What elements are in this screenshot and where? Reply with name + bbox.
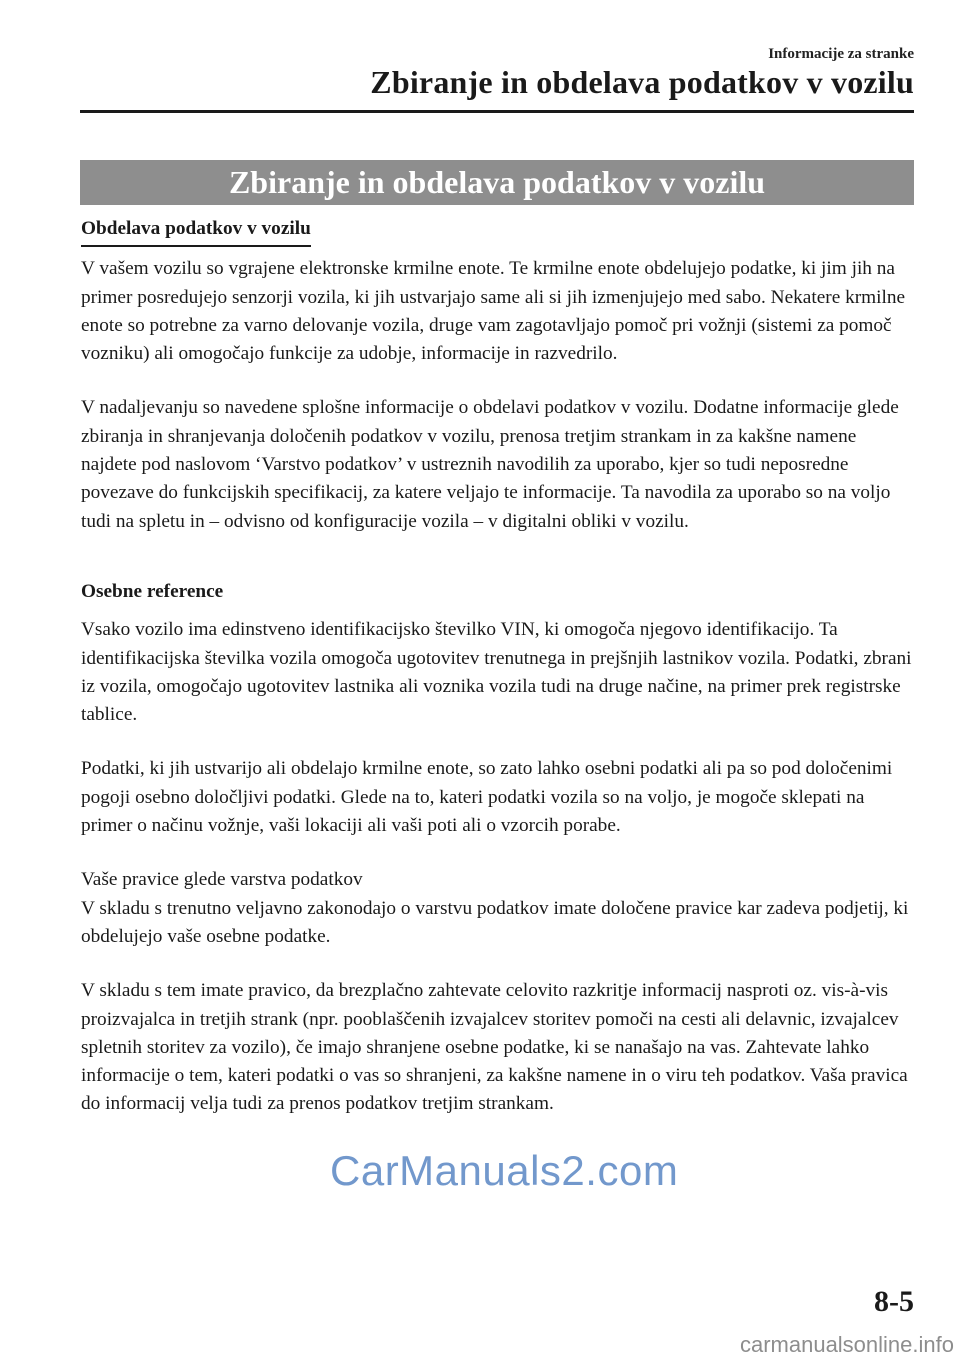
paragraph: Podatki, ki jih ustvarijo ali obdelajo krmilne enote, so zato lahko osebni podatki ali pa so pod določenimi pogoji osebno določljivi podatki. Glede na to, kateri podatki vozila so na voljo, je mogoče sklepati na primer o načinu vožnje, vaši lokaciji ali vaši poti ali o vzorcih porabe. — [81, 758, 893, 837]
main-content — [81, 215, 914, 1119]
chapter-title: Zbiranje in obdelava podatkov v vozilu — [370, 64, 914, 100]
section-banner: Zbiranje in obdelava podatkov v vozilu — [80, 160, 914, 205]
paragraph: V nadaljevanju so navedene splošne informacije o obdelavi podatkov v vozilu. Dodatne informacije glede zbiranja in shranjevanja določenih podatkov v vozilu, prenosa tretjim strankam in za kakšne namene najdete pod naslovom ‘Varstvo podatkov’ v ustreznih navodilih za uporabo, kjer so tudi neposredne povezave do funkcijskih specifikacij, za katere veljajo te informacije. Ta navodila za uporabo so na voljo tudi na spletu in – odvisno od konfiguracije vozila – v digitalni obliki v vozilu. — [81, 397, 899, 532]
page-number: 8-5 — [874, 1285, 914, 1318]
section-label: Informacije za stranke — [768, 46, 914, 62]
subsection-heading: Obdelava podatkov v vozilu — [81, 215, 311, 247]
watermark-logo: CarManuals2.com — [330, 1147, 679, 1194]
paragraph: Vsako vozilo ima edinstveno identifikacijsko številko VIN, ki omogoča njegovo identifikacijo. Ta identifikacijska številka vozila omogoča ugotovitev trenutnega in prejšnjih lastnikov vozila. Podatki, zbrani iz vozila, omogočajo ugotovitev lastnika ali voznika vozila tudi na druge načine, na primer prek registrske tablice. — [81, 619, 912, 726]
paragraph: V skladu s tem imate pravico, da brezplačno zahtevate celovito razkritje informacij nasproti oz. vis-à-vis proizvajalca in tretjih strank (npr. pooblaščenih izvajalcev storitev pomoči na cesti ali delavnic, izvajalcev spletnih storitev za vozilo), če imajo shranjene osebne podatke, ki se nanašajo na vas. Zahtevate lahko informacije o tem, kateri podatki o vas so shranjeni, za kakšne namene in o viru teh podatkov. Vaša pravica do informacij velja tudi za prenos podatkov tretjim strankam. — [81, 980, 908, 1115]
paragraph: V vašem vozilu so vgrajene elektronske krmilne enote. Te krmilne enote obdelujejo podatke, ki jim jih na primer posredujejo senzorji vozila, ki jih ustvarjajo same ali si jih izmenjujejo med sabo. Nekatere krmilne enote so potrebne za varno delovanje vozila, druge vam zagotavljajo pomoč pri vožnji (sistemi za pomoč vozniku) ali omogočajo funkcije za udobje, informacije in razvedrilo. — [81, 258, 906, 365]
paragraph: V skladu s trenutno veljavno zakonodajo o varstvu podatkov imate določene pravice kar zadeva podjetij, ki obdelujejo vaše osebne podatke. — [81, 897, 909, 947]
footer-watermark: carmanualsonline.info — [739, 1332, 954, 1357]
subsection-title: Osebne reference — [81, 580, 224, 602]
rights-title: Vaše pravice glede varstva podatkov — [81, 869, 363, 891]
header-divider — [80, 110, 914, 113]
